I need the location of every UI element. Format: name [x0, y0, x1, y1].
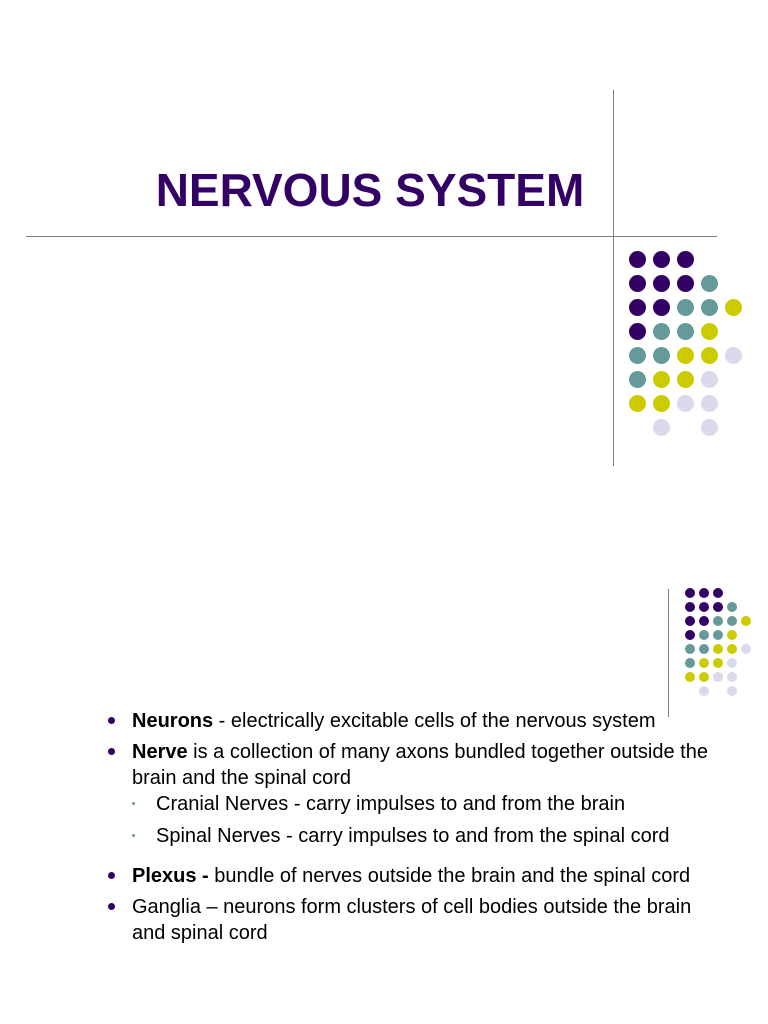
definition-neurons: - electrically excitable cells of the nervous system: [213, 710, 656, 732]
decorative-dot: [677, 395, 694, 412]
decorative-dot: [699, 644, 709, 654]
decorative-dot: [629, 299, 646, 316]
decorative-dot: [677, 275, 694, 292]
decorative-dot: [699, 658, 709, 668]
slide-title: NERVOUS SYSTEM: [155, 164, 585, 216]
decorative-dot: [699, 602, 709, 612]
decorative-dot: [699, 630, 709, 640]
decorative-dot: [701, 299, 718, 316]
decorative-dot: [727, 658, 737, 668]
vertical-divider: [613, 90, 614, 466]
decorative-dot: [685, 588, 695, 598]
decorative-dot: [653, 299, 670, 316]
term-neurons: Neurons: [132, 710, 214, 732]
decorative-dot: [725, 299, 742, 316]
decorative-dot: [701, 323, 718, 340]
decorative-dot: [727, 602, 737, 612]
bullet-content: [108, 708, 718, 951]
decorative-dot: [629, 323, 646, 340]
bullet-ganglia: [108, 894, 718, 946]
decorative-dot: [701, 275, 718, 292]
decorative-dot: [699, 588, 709, 598]
definition-ganglia: Ganglia – neurons form clusters of cell bodies outside the brain and spinal cord: [132, 896, 692, 944]
bullet-neurons: [108, 708, 718, 734]
decorative-dot: [629, 275, 646, 292]
decorative-dot: [713, 602, 723, 612]
sub-bullet-cranial: Cranial Nerves - carry impulses to and from the brain: [132, 791, 718, 817]
decorative-dot: [701, 419, 718, 436]
decorative-dot: [677, 251, 694, 268]
decorative-dot: [741, 644, 751, 654]
decorative-dot: [653, 251, 670, 268]
decorative-dot: [713, 672, 723, 682]
decorative-dot: [685, 602, 695, 612]
definition-nerve: is a collection of many axons bundled together outside the brain and the spinal cord: [132, 741, 708, 789]
decorative-dot: [685, 644, 695, 654]
decorative-dot: [727, 630, 737, 640]
bullet-nerve: [108, 739, 718, 849]
decorative-dot: [685, 658, 695, 668]
decorative-dot: [677, 371, 694, 388]
decorative-dot: [653, 395, 670, 412]
decorative-dot: [699, 672, 709, 682]
nerve-sublist: [132, 791, 718, 849]
decorative-dot: [677, 323, 694, 340]
decorative-dot: [653, 347, 670, 364]
decorative-dot: [699, 616, 709, 626]
term-nerve: Nerve: [132, 741, 188, 763]
decorative-dot: [685, 630, 695, 640]
decorative-dot: [741, 616, 751, 626]
decorative-dot: [653, 323, 670, 340]
sub-bullet-spinal: Spinal Nerves - carry impulses to and from the spinal cord: [132, 823, 718, 849]
decorative-dot: [653, 419, 670, 436]
decorative-dot: [653, 275, 670, 292]
decorative-dot: [727, 616, 737, 626]
decorative-dot: [629, 395, 646, 412]
decorative-dot: [629, 251, 646, 268]
bullet-plexus: [108, 863, 718, 889]
decorative-dot: [699, 686, 709, 696]
vertical-divider-small: [668, 589, 669, 717]
decorative-dot: [725, 347, 742, 364]
decorative-dot: [727, 686, 737, 696]
decorative-dot: [653, 371, 670, 388]
decorative-dot: [727, 644, 737, 654]
decorative-dot: [701, 395, 718, 412]
decorative-dot: [713, 658, 723, 668]
decorative-dot: [701, 371, 718, 388]
decorative-dot: [677, 299, 694, 316]
decorative-dot: [685, 616, 695, 626]
definition-plexus: bundle of nerves outside the brain and the spinal cord: [208, 865, 691, 887]
decorative-dot: [629, 347, 646, 364]
decorative-dot: [713, 644, 723, 654]
decorative-dot: [713, 630, 723, 640]
term-plexus: Plexus -: [132, 865, 209, 887]
decorative-dot: [701, 347, 718, 364]
decorative-dot: [713, 616, 723, 626]
decorative-dot: [677, 347, 694, 364]
decorative-dot: [727, 672, 737, 682]
decorative-dot: [685, 672, 695, 682]
decorative-dot: [629, 371, 646, 388]
decorative-dot: [713, 588, 723, 598]
